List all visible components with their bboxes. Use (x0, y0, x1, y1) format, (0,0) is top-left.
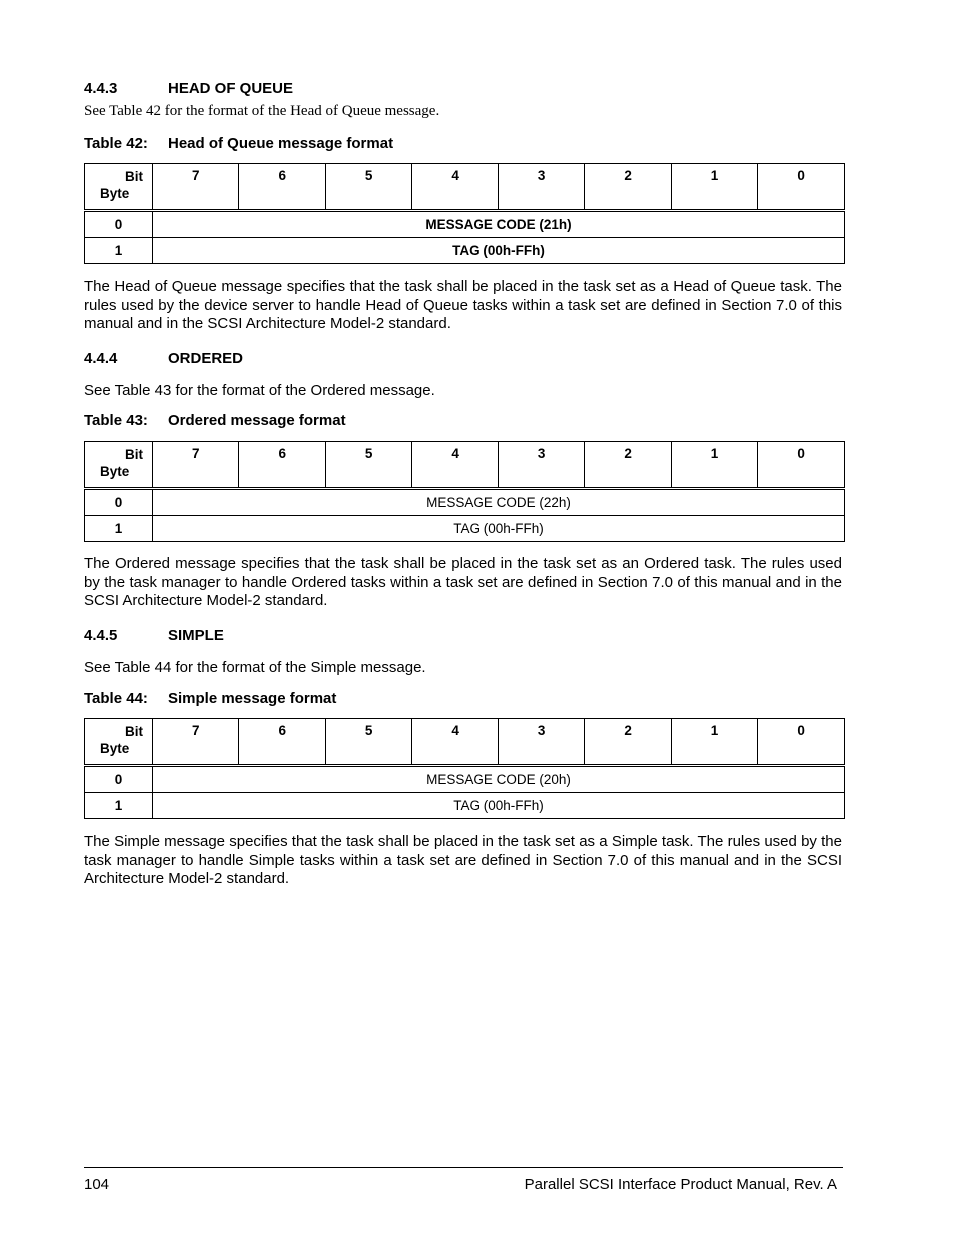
page-number: 104 (84, 1176, 110, 1193)
bit-header: 1 (671, 442, 757, 489)
table-title: Simple message format (168, 690, 337, 707)
byte-number: 0 (85, 766, 153, 793)
section-paragraph: The Head of Queue message specifies that the task shall be placed in the task set as a Head of Queue task. The rules used by the device server to handle Head of Queue tasks within a task set are defined in Section 7.0 of this manual and in the SCSI Architecture Model-2 standard. (84, 278, 842, 333)
table-label: Table 42: (84, 135, 148, 152)
head-of-queue-format-table (84, 163, 845, 264)
field-value: MESSAGE CODE (21h) (153, 211, 845, 238)
bit-header: 1 (671, 719, 757, 766)
table-header-row (85, 719, 845, 766)
manual-title: Parallel SCSI Interface Product Manual, Rev. A (524, 1176, 837, 1193)
field-value: TAG (00h-FFh) (153, 793, 845, 819)
bit-header: 6 (239, 442, 325, 489)
bit-label: Bit (125, 447, 143, 462)
section-intro: See Table 44 for the format of the Simple message. (84, 659, 426, 676)
bit-header: 3 (498, 164, 584, 211)
section-heading-simple (84, 627, 484, 647)
table-label: Table 44: (84, 690, 148, 707)
bit-header: 2 (585, 442, 671, 489)
bit-label: Bit (125, 169, 143, 184)
table-row (85, 766, 845, 793)
section-heading-ordered (84, 350, 484, 370)
table-row (85, 211, 845, 238)
bit-byte-corner (85, 164, 153, 211)
bit-header: 4 (412, 719, 498, 766)
bit-header: 7 (153, 719, 239, 766)
simple-format-table (84, 718, 845, 819)
footer-rule (84, 1167, 843, 1168)
section-title: HEAD OF QUEUE (168, 80, 294, 97)
bit-header: 1 (671, 164, 757, 211)
byte-number: 0 (85, 211, 153, 238)
table-header-row (85, 442, 845, 489)
table-caption (84, 135, 584, 155)
bit-byte-corner (85, 442, 153, 489)
byte-number: 0 (85, 489, 153, 516)
bit-header: 3 (498, 442, 584, 489)
bit-header: 0 (758, 164, 845, 211)
table-caption (84, 412, 584, 432)
section-intro: See Table 42 for the format of the Head of Queue message. (84, 103, 440, 119)
bit-header: 5 (325, 442, 411, 489)
bit-header: 3 (498, 719, 584, 766)
field-value: TAG (00h-FFh) (153, 516, 845, 542)
section-heading-head-of-queue (84, 80, 484, 100)
table-title: Ordered message format (168, 412, 346, 429)
bit-header: 5 (325, 164, 411, 211)
bit-header: 7 (153, 164, 239, 211)
bit-header: 0 (758, 719, 845, 766)
bit-byte-corner (85, 719, 153, 766)
ordered-format-table (84, 441, 845, 542)
section-paragraph: The Simple message specifies that the task shall be placed in the task set as a Simple task. The rules used by the task manager to handle Simple tasks within a task set are defined in Section 7.0 of this manual and in the SCSI Architecture Model-2 standard. (84, 833, 842, 888)
bit-label: Bit (125, 724, 143, 739)
bit-header: 0 (758, 442, 845, 489)
field-value: TAG (00h-FFh) (153, 238, 845, 264)
bit-header: 7 (153, 442, 239, 489)
table-title: Head of Queue message format (168, 135, 394, 152)
field-value: MESSAGE CODE (22h) (153, 489, 845, 516)
table-row (85, 793, 845, 819)
table-row (85, 238, 845, 264)
table-row (85, 489, 845, 516)
bit-header: 6 (239, 719, 325, 766)
section-intro: See Table 43 for the format of the Ordered message. (84, 382, 435, 399)
section-number: 4.4.4 (84, 350, 118, 367)
bit-header: 4 (412, 442, 498, 489)
table-label: Table 43: (84, 412, 148, 429)
bit-header: 2 (585, 719, 671, 766)
byte-label: Byte (100, 741, 130, 756)
section-title: SIMPLE (168, 627, 224, 644)
bit-header: 4 (412, 164, 498, 211)
table-header-row (85, 164, 845, 211)
byte-label: Byte (100, 464, 130, 479)
section-paragraph: The Ordered message specifies that the task shall be placed in the task set as an Ordered task. The rules used by the task manager to handle Ordered tasks within a task set are defined in Section 7.0 of this manual and in the SCSI Architecture Model-2 standard. (84, 555, 842, 610)
table-caption (84, 690, 584, 710)
section-title: ORDERED (168, 350, 244, 367)
bit-header: 2 (585, 164, 671, 211)
table-row (85, 516, 845, 542)
byte-label: Byte (100, 186, 130, 201)
byte-number: 1 (85, 793, 153, 819)
byte-number: 1 (85, 238, 153, 264)
bit-header: 5 (325, 719, 411, 766)
byte-number: 1 (85, 516, 153, 542)
field-value: MESSAGE CODE (20h) (153, 766, 845, 793)
section-number: 4.4.5 (84, 627, 118, 644)
section-number: 4.4.3 (84, 80, 118, 97)
bit-header: 6 (239, 164, 325, 211)
